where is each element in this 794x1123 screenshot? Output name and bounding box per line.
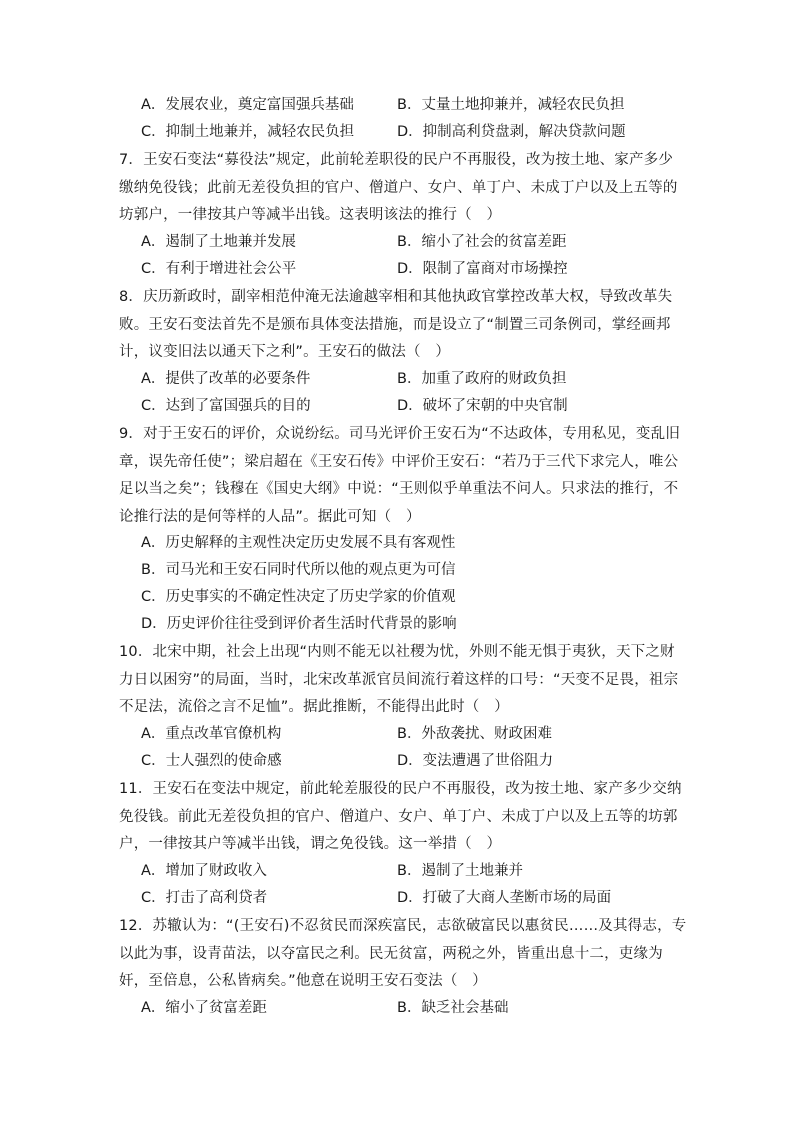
q10-option-b[interactable]: B．外敌袭扰、财政困难 bbox=[397, 726, 552, 742]
q8-stem: 8．庆历新政时，副宰相范仲淹无法逾越宰相和其他执政官掌控改革大权，导致改革失败。王安石变法首先不是颁布具体变法措施，而是设立了“制置三司条例司，掌经画邦计，议变旧法以通天下之利”。王安石的做法（ ） bbox=[119, 289, 673, 360]
q10-stem: 10．北宋中期，社会上出现“内则不能无以社稷为忧，外则不能无惧于夷狄，天下之财力日以困穷”的局面，当时，北宋改革派官员间流行着这样的口号：“天变不足畏，祖宗不足法，流俗之言不足恤”。据此推断，不能得出此时（ ） bbox=[119, 644, 679, 715]
q9-option-d[interactable]: D．历史评价往往受到评价者生活时代背景的影响 bbox=[141, 616, 457, 632]
q12-option-b[interactable]: B．缺乏社会基础 bbox=[397, 1000, 509, 1016]
q9-option-c[interactable]: C．历史事实的不确定性决定了历史学家的价值观 bbox=[141, 589, 456, 605]
q10-options-row-1 bbox=[141, 721, 701, 748]
q8-option-d[interactable]: D．破坏了宋朝的中央官制 bbox=[397, 398, 568, 414]
q10-option-c[interactable]: C．士人强烈的使命感 bbox=[141, 753, 282, 769]
q7-options-row-2 bbox=[141, 256, 701, 283]
q11-option-a[interactable]: A．增加了财政收入 bbox=[141, 863, 267, 879]
q6-options-row-1 bbox=[141, 92, 701, 119]
q9-option-a-row bbox=[141, 530, 701, 557]
q6-option-d[interactable]: D．抑制高利贷盘剥，解决贷款问题 bbox=[397, 124, 626, 140]
q9-option-b[interactable]: B．司马光和王安石同时代所以他的观点更为可信 bbox=[141, 562, 456, 578]
q9-option-c-row bbox=[141, 584, 701, 611]
q10-options-row-2 bbox=[141, 748, 701, 775]
q8-option-b[interactable]: B．加重了政府的财政负担 bbox=[397, 371, 567, 387]
q10-option-a[interactable]: A．重点改革官僚机构 bbox=[141, 726, 282, 742]
q7-option-b[interactable]: B．缩小了社会的贫富差距 bbox=[397, 234, 567, 250]
q7-option-d[interactable]: D．限制了富商对市场操控 bbox=[397, 261, 568, 277]
q9-option-d-row bbox=[141, 611, 701, 638]
q8-option-a[interactable]: A．提供了改革的必要条件 bbox=[141, 371, 311, 387]
q12-option-a[interactable]: A．缩小了贫富差距 bbox=[141, 1000, 267, 1016]
q7-option-a[interactable]: A．遏制了土地兼并发展 bbox=[141, 234, 296, 250]
q8-option-c[interactable]: C．达到了富国强兵的目的 bbox=[141, 398, 311, 414]
q6-options-row-2 bbox=[141, 119, 701, 146]
q6-option-a[interactable]: A．发展农业，奠定富国强兵基础 bbox=[141, 97, 354, 113]
q7-option-c[interactable]: C．有利于增进社会公平 bbox=[141, 261, 297, 277]
q12-stem: 12．苏辙认为：“(王安石)不忍贫民而深疾富民，志欲破富民以惠贫民……及其得志，专以此为事，设青苗法，以夺富民之利。民无贫富，两税之外，皆重出息十二，吏缘为奸，至倍息，公私皆病矣。”他意在说明王安石变法（ ） bbox=[119, 918, 687, 989]
q8-options-row-2 bbox=[141, 393, 701, 420]
q11-option-c[interactable]: C．打击了高利贷者 bbox=[141, 890, 268, 906]
q10-option-d[interactable]: D．变法遭遇了世俗阻力 bbox=[397, 753, 554, 769]
q7-options-row-1 bbox=[141, 229, 701, 256]
q6-option-b[interactable]: B．丈量土地抑兼并，减轻农民负担 bbox=[397, 97, 625, 113]
q9-stem: 9．对于王安石的评价，众说纷纭。司马光评价王安石为“不达政体，专用私见，变乱旧章，误先帝任使”；梁启超在《王安石传》中评价王安石：“若乃于三代下求完人，唯公足以当之矣”；钱穆在《国史大纲》中说：“王则似乎单重法不问人。只求法的推行，不论推行法的是何等样的人品”。据此可知（ ） bbox=[119, 426, 681, 525]
q11-option-d[interactable]: D．打破了大商人垄断市场的局面 bbox=[397, 890, 612, 906]
q9-option-b-row bbox=[141, 557, 701, 584]
q6-option-c[interactable]: C．抑制土地兼并，减轻农民负担 bbox=[141, 124, 355, 140]
q9-option-a[interactable]: A．历史解释的主观性决定历史发展不具有客观性 bbox=[141, 535, 456, 551]
q11-option-b[interactable]: B．遏制了土地兼并 bbox=[397, 863, 523, 879]
q8-options-row-1 bbox=[141, 366, 701, 393]
q11-options-row-1 bbox=[141, 858, 701, 885]
q11-stem: 11．王安石在变法中规定，前此轮差服役的民户不再服役，改为按土地、家产多少交纳免役钱。前此无差役负担的官户、僧道户、女户、单丁户、未成丁户以及上五等的坊郭户，一律按其户等减半出钱，谓之免役钱。这一举措（ ） bbox=[119, 781, 682, 852]
q12-options-row-1 bbox=[141, 995, 701, 1022]
q7-stem: 7．王安石变法“募役法”规定，此前轮差职役的民户不再服役，改为按土地、家产多少缴纳免役钱；此前无差役负担的官户、僧道户、女户、单丁户、未成丁户以及上五等的坊郭户，一律按其户等减半出钱。这表明该法的推行（ ） bbox=[119, 152, 678, 223]
q11-options-row-2 bbox=[141, 885, 701, 912]
